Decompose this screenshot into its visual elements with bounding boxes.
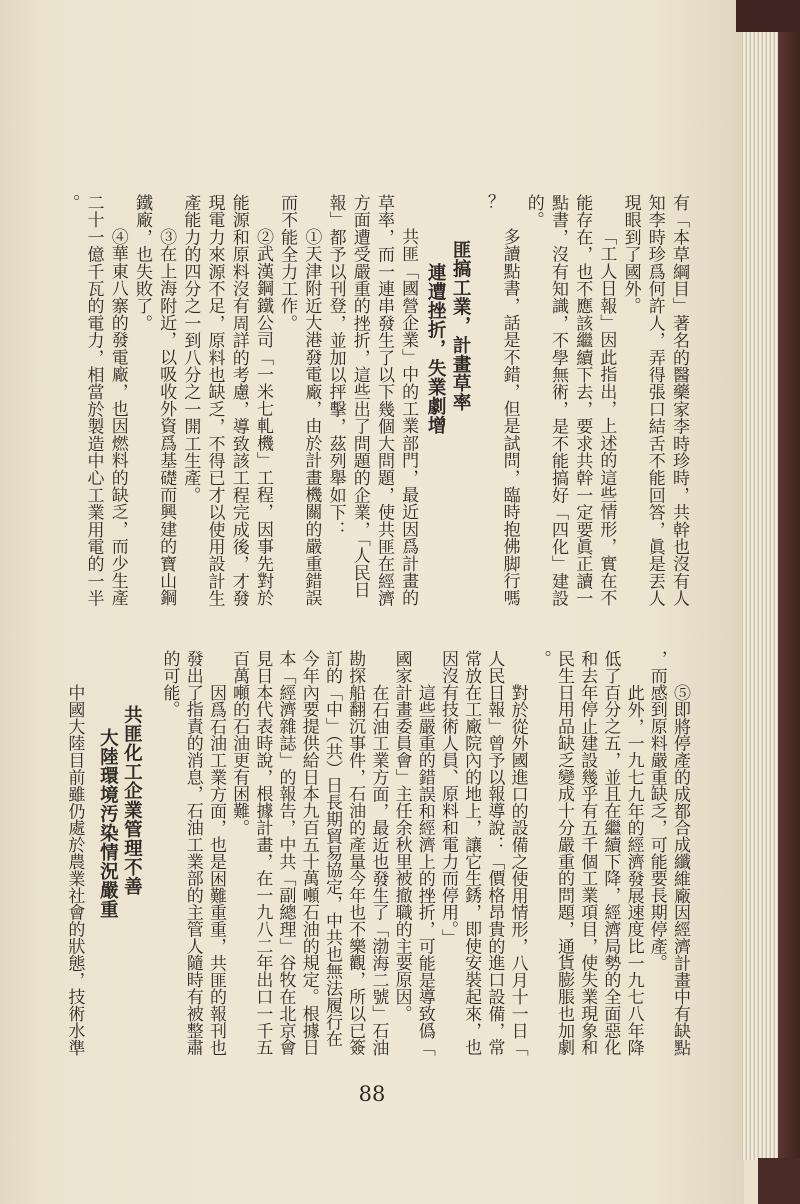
text-column: ，而感到原料嚴重缺乏，可能要長期停產。 xyxy=(646,650,667,972)
paragraph-start-column: 多讀點書，話是不錯，但是試問，臨時抱佛脚行嗎 xyxy=(499,228,520,607)
paragraph-start-column: 「工人日報」因此指出，上述的這些情形，實在不 xyxy=(596,228,617,607)
text-column: 鐵廠，也失敗了。 xyxy=(131,194,152,332)
list-item-column: ④華東八寨的發電廠，也因燃料的缺乏，而少生產 xyxy=(107,228,128,607)
list-item-column: ①天津附近大港發電廠，由於計畫機關的嚴重錯誤 xyxy=(301,228,322,607)
paragraph-start-column: 共匪「國營企業」中的工業部門，最近因爲計畫的 xyxy=(398,228,419,607)
paragraph-start-column: 中國大陸目前雖仍處於農業社會的狀態，技術水準 xyxy=(64,684,85,1056)
text-column: 草率，而一連串發生了以下幾個大問題，使共匪在經濟 xyxy=(373,194,394,607)
text-column: ？ xyxy=(475,194,496,212)
paragraph-start-column: 這些嚴重的錯誤和經濟上的挫折，可能是導致僞「 xyxy=(414,684,435,1056)
paragraph-start-column: 此外，一九七九年的經濟發展速度比一九七八年降 xyxy=(623,684,644,1056)
section-heading-line-2: 連遭挫折，失業劇增 xyxy=(425,263,447,435)
text-column: 國家計畫委員會」主任余秋里被撤職的主要原因。 xyxy=(391,650,412,1022)
text-column: 現電力來源不足，原料也缺乏，不得已才以使用設計生 xyxy=(204,194,225,607)
page-number: 88 xyxy=(358,1082,386,1106)
section-heading-line-2: 大陸環境汚染情況嚴重 xyxy=(97,728,119,919)
text-column: 而不能全力工作。 xyxy=(277,194,298,332)
text-column: 見日本代表時說，根據計畫，在一九八二年出口一千五 xyxy=(252,650,273,1056)
text-column: 低了百分之五，並且在繼續下降，經濟局勢的全面惡化 xyxy=(600,650,621,1056)
text-column: 百萬噸的石油更有困難。 xyxy=(229,650,250,836)
text-column: 的。 xyxy=(523,194,544,229)
text-column: 人民日報」曾予以報導說：「價格昂貴的進口設備，常 xyxy=(484,650,505,1056)
text-column: 能存在，也不應該繼續下去，要求共幹一定要眞正讀一 xyxy=(572,194,593,607)
text-column: 報」都予以刊登，並加以抨擊，茲列舉如下： xyxy=(325,194,346,538)
text-column: 的可能。 xyxy=(159,650,180,718)
list-item-column: ⑤即將停產的成都合成纖維廠因經濟計畫中有缺點 xyxy=(670,684,690,1056)
book-cover-corner-top xyxy=(736,0,800,32)
text-column: 能源和原料沒有周詳的考慮，導致該工程完成後，才發 xyxy=(228,194,249,607)
page-stack-edges xyxy=(742,30,780,1160)
text-column: 本「經濟雜誌」的報告，中共「副總理」谷牧在北京會 xyxy=(275,650,296,1056)
paragraph-start-column: 對於從外國進口的設備之使用情形，八月十一日「 xyxy=(507,684,528,1056)
paragraph-start-column: 因爲石油工業方面，也是困難重重，共匪的報刊也 xyxy=(205,684,226,1056)
text-column: 。 xyxy=(59,194,80,212)
text-column: 今年內要提供給日本九百五十萬噸石油的規定。根據日 xyxy=(298,650,319,1056)
text-column: 勘探船翻沉事件，石油的產量今年也不樂觀，所以已簽 xyxy=(345,650,366,1056)
paragraph-start-column: 在石油工業方面，最近也發生了「渤海二號」石油 xyxy=(368,684,389,1056)
text-column: 因沒有技術人員、原料和電力而停用。」 xyxy=(437,650,458,946)
book-cover-corner-bottom xyxy=(758,1158,800,1204)
text-column: 知李時珍爲何許人，弄得張口結舌不能回答，眞是丟人 xyxy=(644,194,665,607)
book-cover-edge xyxy=(778,0,800,1204)
text-column: 常放在工廠院內的地上，讓它生銹，即使安裝起來，也 xyxy=(461,650,482,1056)
text-column: 發出了指責的消息，石油工業部的主管人隨時有被整肅 xyxy=(182,650,203,1056)
text-column: 民生日用品缺乏變成十分嚴重的問題，通貨膨脹也加劇 xyxy=(553,650,574,1056)
section-heading-line-1: 匪搞工業，計畫草率 xyxy=(450,240,472,412)
text-column: 二十一億千瓦的電力，相當於製造中心工業用電的一半 xyxy=(83,194,104,607)
text-column: 和去年停止建設幾乎有五千個工業項目，使失業現象和 xyxy=(577,650,598,1056)
text-column: 訂的「中」（共）日長期貿易協定，中共也無法履行在 xyxy=(321,650,342,1048)
list-item-column: ②武漢鋼鐵公司「一米七軋機」工程，因事先對於 xyxy=(252,228,273,607)
text-column: 現眼到了國外。 xyxy=(620,194,641,315)
text-column: 有「本草綱目」著名的醫藥家李時珍時，共幹也沒有人 xyxy=(669,194,689,607)
text-column: 點書，沒有知識，不學無術，是不能搞好「四化」建設 xyxy=(547,194,568,607)
upper-text-block xyxy=(55,194,691,624)
section-heading-line-1: 共匪化工企業管理不善 xyxy=(121,705,143,896)
lower-text-block xyxy=(55,650,691,1070)
list-item-column: ③在上海附近，以吸收外資爲基礎而興建的寶山鋼 xyxy=(156,228,177,607)
text-column: 產能力的四分之一到八分之一開工生產。 xyxy=(180,194,201,504)
text-column: 方面遭受嚴重的挫折，這些出了問題的企業，「人民日 xyxy=(349,194,370,599)
text-column: 。 xyxy=(530,650,551,667)
